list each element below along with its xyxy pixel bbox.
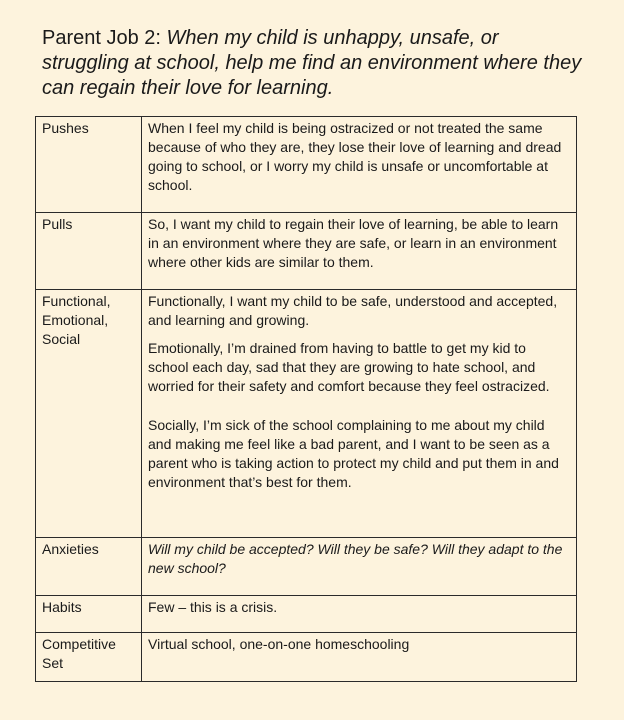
row-value-competitive-set: Virtual school, one-on-one homeschooling [142,633,577,682]
functional-paragraph: Functionally, I want my child to be safe, understood and accepted, and learning and growing. [148,293,558,328]
row-value-anxieties: Will my child be accepted? Will they be safe? Will they adapt to the new school? [142,538,577,596]
row-value-functional-emotional-social [142,290,577,538]
job-statement: When my child is unhappy, unsafe, or struggling at school, help me find an environment where they can regain their love for learning. [42,27,582,99]
emotional-paragraph: Emotionally, I’m drained from having to battle to get my kid to school each day, sad that they are growing to hate school, and worried for their safety and comfort because they feel ostracized. [148,340,550,394]
row-value-habits: Few – this is a crisis. [142,596,577,633]
table-row-anxieties [36,538,577,596]
row-label-competitive-set: Competitive Set [36,633,142,682]
row-label-pulls: Pulls [36,213,142,290]
row-label-pushes: Pushes [36,117,142,213]
table-row-functional-emotional-social [36,290,577,538]
social-paragraph: Socially, I’m sick of the school complaining to me about my child and making me feel like a bad parent, and I want to be seen as a parent who is taking action to protect my child and put them in and environment that’s best for them. [148,417,559,490]
table-row-competitive-set [36,633,577,682]
row-label-functional-emotional-social: Functional, Emotional, Social [36,290,142,538]
row-value-pushes: When I feel my child is being ostracized or not treated the same because of who they are, they lose their love of learning and dread going to school, or I worry my child is unsafe or uncomfortable at school. [142,117,577,213]
table-row-pulls [36,213,577,290]
row-label-anxieties: Anxieties [36,538,142,596]
row-value-pulls: So, I want my child to regain their love of learning, be able to learn in an environment where they are safe, or learn in an environment where other kids are similar to them. [142,213,577,290]
table-row-habits [36,596,577,633]
row-label-habits: Habits [36,596,142,633]
table-row-pushes [36,117,577,213]
job-details-table [35,116,577,682]
page-title [42,26,582,101]
job-number-label: Parent Job 2: [42,27,167,49]
